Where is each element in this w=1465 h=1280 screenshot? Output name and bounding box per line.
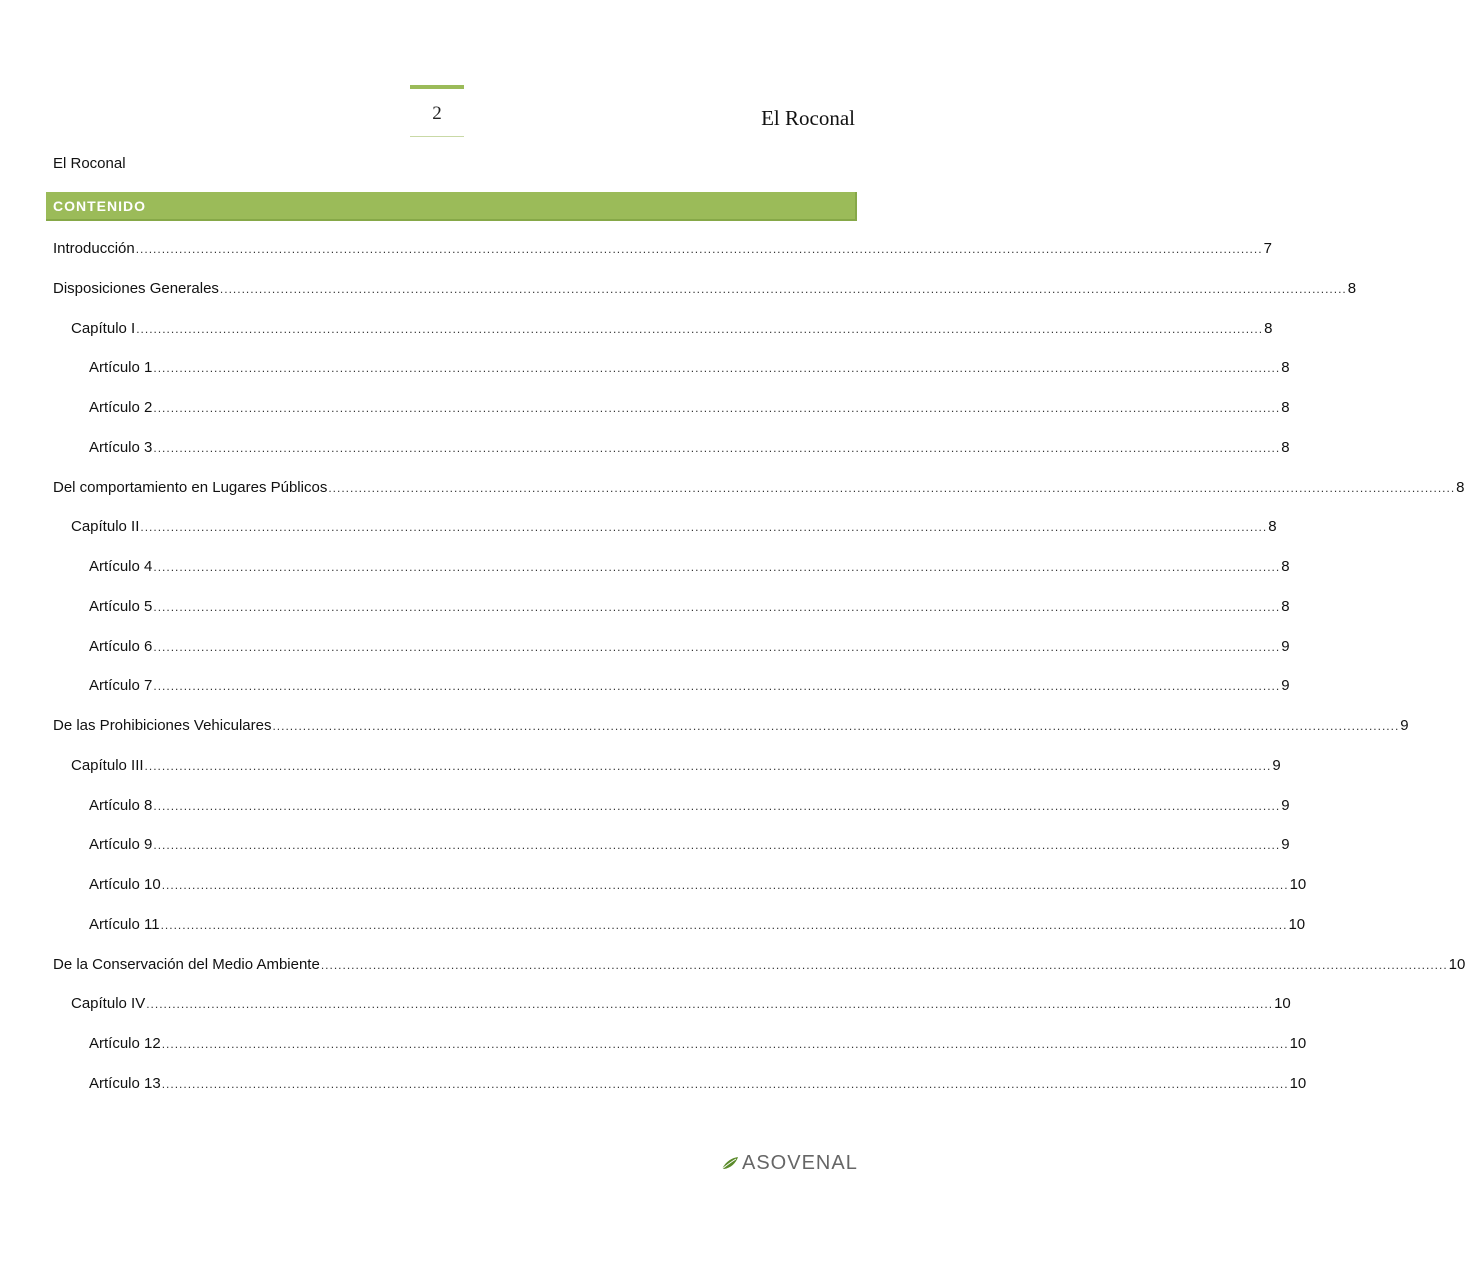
contents-section-bar bbox=[46, 192, 857, 221]
contents-heading: CONTENIDO bbox=[53, 198, 146, 214]
toc-entry[interactable] bbox=[53, 518, 1277, 558]
toc-entry-label: Capítulo III bbox=[71, 756, 144, 774]
toc-entry-page: 8 bbox=[1281, 359, 1290, 377]
toc-entry[interactable] bbox=[53, 478, 1465, 519]
toc-entry-label: Artículo 13 bbox=[89, 1074, 161, 1092]
toc-dot-leader: .................................................................................................................................................................................................................................................................... bbox=[144, 758, 1272, 773]
toc-entry-label: Artículo 7 bbox=[89, 677, 153, 695]
toc-dot-leader: .................................................................................................................................................................................................................................................................... bbox=[153, 440, 1281, 455]
toc-entry-page: 8 bbox=[1268, 518, 1277, 536]
toc-entry-label: Artículo 10 bbox=[89, 876, 161, 893]
toc-entry[interactable] bbox=[53, 597, 1290, 638]
toc-entry-page: 10 bbox=[1288, 915, 1306, 933]
toc-entry-label: Capítulo I bbox=[71, 319, 136, 337]
toc-entry[interactable] bbox=[53, 995, 1291, 1035]
toc-dot-leader: .................................................................................................................................................................................................................................................................... bbox=[153, 798, 1281, 813]
header-title: El Roconal bbox=[761, 106, 855, 130]
logo-text: ASOVENAL bbox=[742, 1151, 858, 1174]
toc-entry-label: De las Prohibiciones Vehiculares bbox=[53, 717, 272, 734]
toc-entry[interactable] bbox=[53, 1074, 1307, 1115]
toc-entry-page: 10 bbox=[1274, 995, 1291, 1013]
toc-dot-leader: .................................................................................................................................................................................................................................................................... bbox=[140, 520, 1268, 535]
toc-entry-page: 8 bbox=[1281, 558, 1290, 575]
toc-entry[interactable] bbox=[53, 319, 1273, 360]
toc-dot-leader: .................................................................................................................................................................................................................................................................... bbox=[153, 401, 1281, 415]
page-number: 2 bbox=[432, 103, 442, 124]
toc-entry-label: Capítulo II bbox=[71, 518, 140, 536]
toc-entry-label: Artículo 5 bbox=[89, 597, 153, 615]
toc-entry-label: Disposiciones Generales bbox=[53, 279, 219, 297]
document-subtitle: El Roconal bbox=[53, 155, 126, 172]
toc-entry-page: 9 bbox=[1272, 756, 1281, 774]
toc-entry-label: Del comportamiento en Lugares Públicos bbox=[53, 478, 328, 496]
toc-entry-label: Introducción bbox=[53, 240, 135, 257]
table-of-contents bbox=[53, 240, 1465, 1115]
toc-entry-page: 8 bbox=[1264, 319, 1273, 337]
leaf-icon bbox=[720, 1153, 740, 1173]
toc-entry-page: 8 bbox=[1456, 478, 1465, 496]
toc-entry-page: 9 bbox=[1281, 836, 1290, 854]
toc-entry-page: 10 bbox=[1289, 876, 1307, 893]
toc-dot-leader: .................................................................................................................................................................................................................................................................... bbox=[153, 599, 1281, 614]
toc-entry-label: Artículo 3 bbox=[89, 438, 153, 456]
toc-entry-page: 8 bbox=[1281, 438, 1290, 456]
toc-entry-label: Artículo 1 bbox=[89, 359, 153, 377]
toc-entry-page: 9 bbox=[1400, 717, 1409, 734]
toc-dot-leader: .................................................................................................................................................................................................................................................................... bbox=[161, 878, 1289, 892]
toc-dot-leader: .................................................................................................................................................................................................................................................................... bbox=[135, 242, 1263, 256]
toc-dot-leader: .................................................................................................................................................................................................................................................................... bbox=[328, 480, 1456, 495]
toc-dot-leader: .................................................................................................................................................................................................................................................................... bbox=[153, 361, 1281, 376]
asovenal-logo bbox=[720, 1148, 860, 1178]
toc-entry[interactable] bbox=[53, 955, 1465, 996]
toc-entry-label: Artículo 12 bbox=[89, 1035, 161, 1052]
toc-dot-leader: .................................................................................................................................................................................................................................................................... bbox=[161, 1076, 1289, 1091]
toc-dot-leader: .................................................................................................................................................................................................................................................................... bbox=[161, 1037, 1289, 1051]
toc-entry-label: Capítulo IV bbox=[71, 995, 146, 1013]
toc-entry-page: 10 bbox=[1289, 1035, 1307, 1052]
toc-entry[interactable] bbox=[53, 677, 1290, 717]
toc-entry[interactable] bbox=[53, 399, 1290, 439]
toc-entry-page: 8 bbox=[1347, 279, 1357, 297]
toc-dot-leader: .................................................................................................................................................................................................................................................................... bbox=[160, 917, 1288, 932]
toc-entry-page: 8 bbox=[1281, 399, 1290, 416]
toc-entry[interactable] bbox=[53, 756, 1281, 797]
toc-entry[interactable] bbox=[53, 717, 1409, 757]
page-number-top-rule bbox=[410, 85, 464, 89]
toc-dot-leader: .................................................................................................................................................................................................................................................................... bbox=[272, 719, 1400, 733]
toc-entry[interactable] bbox=[53, 359, 1290, 399]
toc-entry-label: Artículo 4 bbox=[89, 558, 153, 575]
toc-dot-leader: .................................................................................................................................................................................................................................................................... bbox=[136, 321, 1264, 336]
toc-entry-page: 9 bbox=[1281, 637, 1290, 655]
toc-entry-page: 10 bbox=[1448, 955, 1465, 973]
toc-entry[interactable] bbox=[53, 876, 1307, 916]
toc-entry[interactable] bbox=[53, 915, 1306, 956]
toc-entry-label: De la Conservación del Medio Ambiente bbox=[53, 955, 320, 973]
toc-entry-page: 10 bbox=[1289, 1074, 1307, 1092]
page-number-bottom-rule bbox=[410, 136, 464, 137]
toc-dot-leader: .................................................................................................................................................................................................................................................................... bbox=[153, 838, 1281, 853]
toc-entry[interactable] bbox=[53, 558, 1290, 598]
toc-entry-page: 8 bbox=[1281, 597, 1290, 615]
toc-dot-leader: .................................................................................................................................................................................................................................................................... bbox=[153, 679, 1281, 694]
toc-entry-label: Artículo 9 bbox=[89, 836, 153, 854]
toc-entry-label: Artículo 11 bbox=[89, 915, 160, 933]
toc-dot-leader: .................................................................................................................................................................................................................................................................... bbox=[146, 997, 1274, 1012]
toc-dot-leader: .................................................................................................................................................................................................................................................................... bbox=[153, 560, 1281, 574]
toc-entry[interactable] bbox=[53, 438, 1290, 479]
toc-entry-page: 7 bbox=[1263, 240, 1272, 257]
toc-dot-leader: .................................................................................................................................................................................................................................................................... bbox=[320, 957, 1448, 972]
toc-entry-page: 9 bbox=[1281, 796, 1290, 814]
toc-entry-label: Artículo 6 bbox=[89, 637, 153, 655]
toc-entry-page: 9 bbox=[1281, 677, 1290, 695]
toc-entry[interactable] bbox=[53, 1035, 1307, 1075]
toc-entry[interactable] bbox=[53, 836, 1290, 876]
toc-entry[interactable] bbox=[53, 240, 1272, 280]
toc-entry[interactable] bbox=[53, 279, 1357, 320]
toc-dot-leader: .................................................................................................................................................................................................................................................................... bbox=[219, 281, 1347, 296]
toc-entry[interactable] bbox=[53, 637, 1290, 678]
toc-entry-label: Artículo 2 bbox=[89, 399, 153, 416]
toc-entry-label: Artículo 8 bbox=[89, 796, 153, 814]
toc-entry[interactable] bbox=[53, 796, 1290, 837]
toc-dot-leader: .................................................................................................................................................................................................................................................................... bbox=[153, 639, 1281, 654]
